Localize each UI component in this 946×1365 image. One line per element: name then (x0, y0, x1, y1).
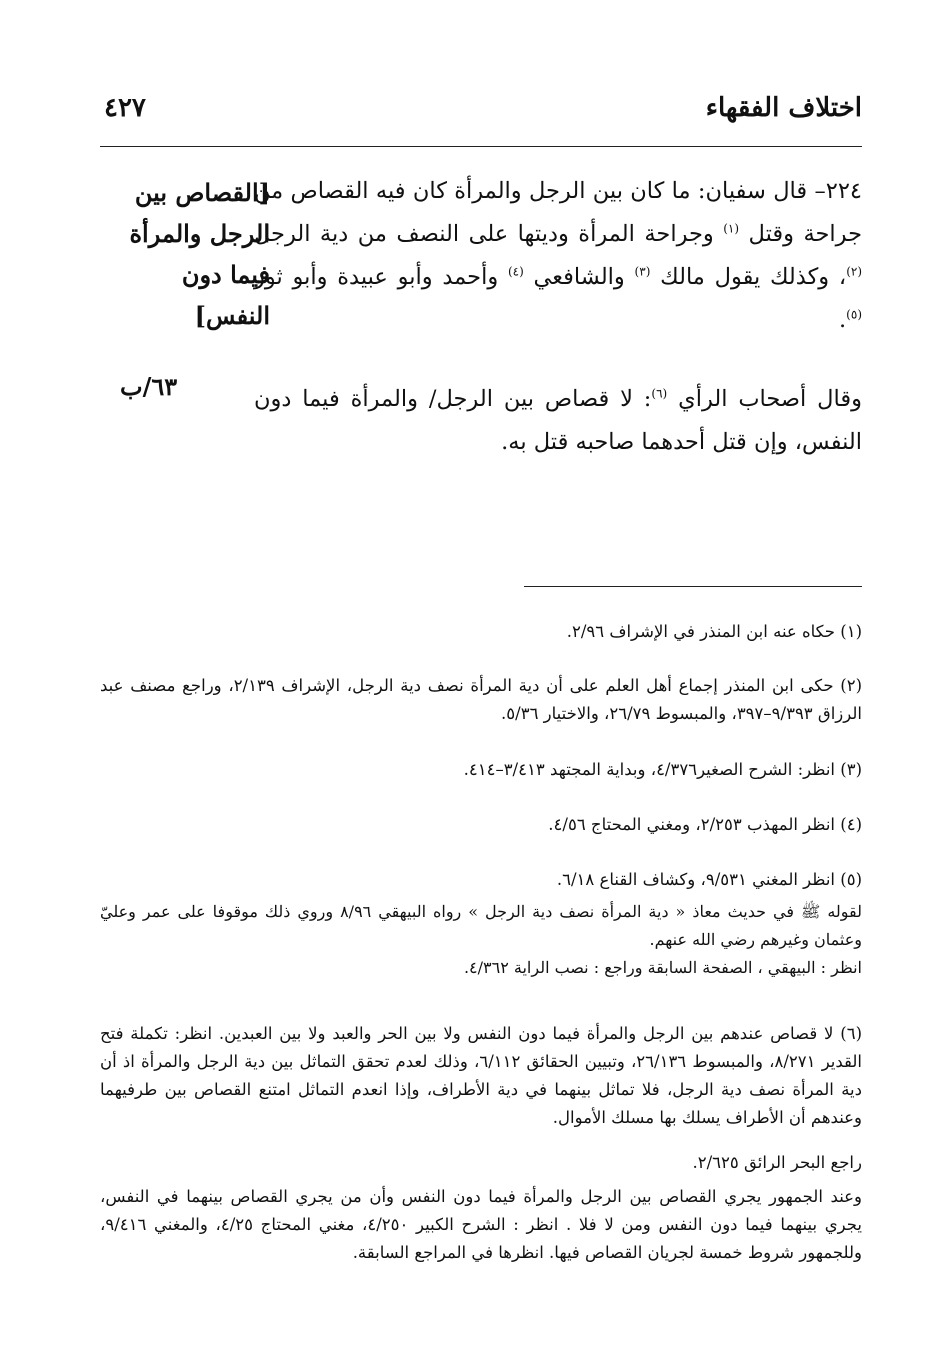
footnote-ref: (٣) (634, 264, 651, 279)
footnote-text: (٣) انظر: الشرح الصغير٤/٣٧٦، وبداية المجتهد ٣/٤١٣–٤١٤. (463, 760, 862, 779)
footnote-2 (100, 672, 862, 728)
text-segment: النصف من دية الرجل (254, 221, 460, 247)
footnote-5-addendum (100, 898, 862, 982)
text-segment: ، وكذلك يقول مالك (660, 264, 847, 290)
paragraph-224 (254, 170, 862, 342)
paragraph-ashab-al-ray (254, 378, 862, 464)
footnote-ref: (٤) (507, 264, 524, 279)
footnote-6-reference (100, 1149, 862, 1177)
footnote-1 (100, 618, 862, 646)
header-divider (100, 146, 862, 147)
text-segment: : لا قصاص بين الرجل/ والمرأة فيما دون النفس، وإن قتل أحدهما صاحبه قتل به. (254, 386, 862, 455)
text-segment: وجراحة المرأة وديتها على (468, 221, 714, 247)
text-segment: القصاص من جراحة وقتل (254, 178, 862, 247)
footnote-text: وعند الجمهور يجري القصاص بين الرجل والمرأة فيما دون النفس وأن من يجري القصاص بينهما في النفس، يجري بينهما فيما دون النفس ومن لا فلا . انظر : الشرح الكبير ٤/٢٥٠، مغني المحتاج ٤/٢٥، والمغني ٩/٤١٦، وللجمهور شروط خمسة لجريان القصاص فيها. انظرها في المراجع السابقة. (100, 1187, 862, 1262)
footnote-4 (100, 811, 862, 839)
text-segment: والشافعي (533, 264, 625, 290)
footnote-text: (١) حكاه عنه ابن المنذر في الإشراف ٢/٩٦. (566, 622, 862, 641)
footnote-text: (٢) حكى ابن المنذر إجماع أهل العلم على أن دية المرأة نصف دية الرجل، الإشراف ٢/١٣٩، وراجع مصنف عبد الرزاق ٩/٣٩٣–٣٩٧، والمبسوط ٢٦/٧٩، والاختيار ٥/٣٦. (100, 676, 862, 723)
footnote-6 (100, 1020, 862, 1132)
page-number: ٤٢٧ (104, 93, 146, 123)
text-segment: وقال أصحاب الرأي (678, 386, 862, 412)
footnote-text: (٤) انظر المهذب ٢/٢٥٣، ومغني المحتاج ٤/٥٦. (548, 815, 862, 834)
footnote-ref: (١) (723, 221, 740, 236)
footnote-text: لقوله ﷺ في حديث معاذ « دية المرأة نصف دية الرجل » رواه البيهقي ٨/٩٦ وروي ذلك موقوفا على عمر وعليّ وعثمان وغيرهم رضي الله عنهم. (100, 902, 862, 949)
footnote-text: راجع البحر الرائق ٢/٦٢٥. (692, 1153, 862, 1172)
footnote-text: (٥) انظر المغني ٩/٥٣١، وكشاف القناع ٦/١٨. (556, 870, 862, 889)
text-segment: ٢٢٤– قال سفيان: ما كان بين الرجل والمرأة كان فيه (375, 178, 863, 204)
footnote-text: (٦) لا قصاص عندهم بين الرجل والمرأة فيما دون النفس ولا بين الحر والعبد ولا بين العبدين. انظر: تكملة فتح القدير ٨/٢٧١، والمبسوط ٢٦/١٣٦، وتبيين الحقائق ٦/١١٢، وذلك لعدم تحقق التماثل بين دية الرجل والمرأة اذ أن دية المرأة نصف دية الرجل، فلا تماثل بينهما في دية الأطراف، وإذا انعدم التماثل امتنع القصاص بين طرفيهما وعندهم أن الأطراف يسلك بها مسلك الأموال. (100, 1024, 863, 1127)
footnote-6-majority (100, 1183, 862, 1267)
running-title: اختلاف الفقهاء (705, 93, 862, 123)
footnote-3 (100, 756, 862, 784)
footnote-ref: (٢) (846, 264, 863, 279)
margin-heading: [القصاص بين الرجل والمرأة فيما دون النفس] (129, 178, 270, 330)
footnote-ref: (٥) (846, 307, 862, 322)
footnote-divider (524, 586, 862, 587)
footnote-5 (100, 866, 862, 894)
text-segment: وأحمد وأبو عبيدة وأبو ثور (254, 264, 499, 290)
text-segment: . (839, 307, 847, 333)
footnote-ref: (٦) (651, 386, 668, 401)
footnote-text: انظر : البيهقي ، الصفحة السابقة وراجع : نصب الراية ٤/٣٦٢. (463, 958, 862, 977)
manuscript-folio-mark: ٦٣/ب (120, 372, 178, 401)
